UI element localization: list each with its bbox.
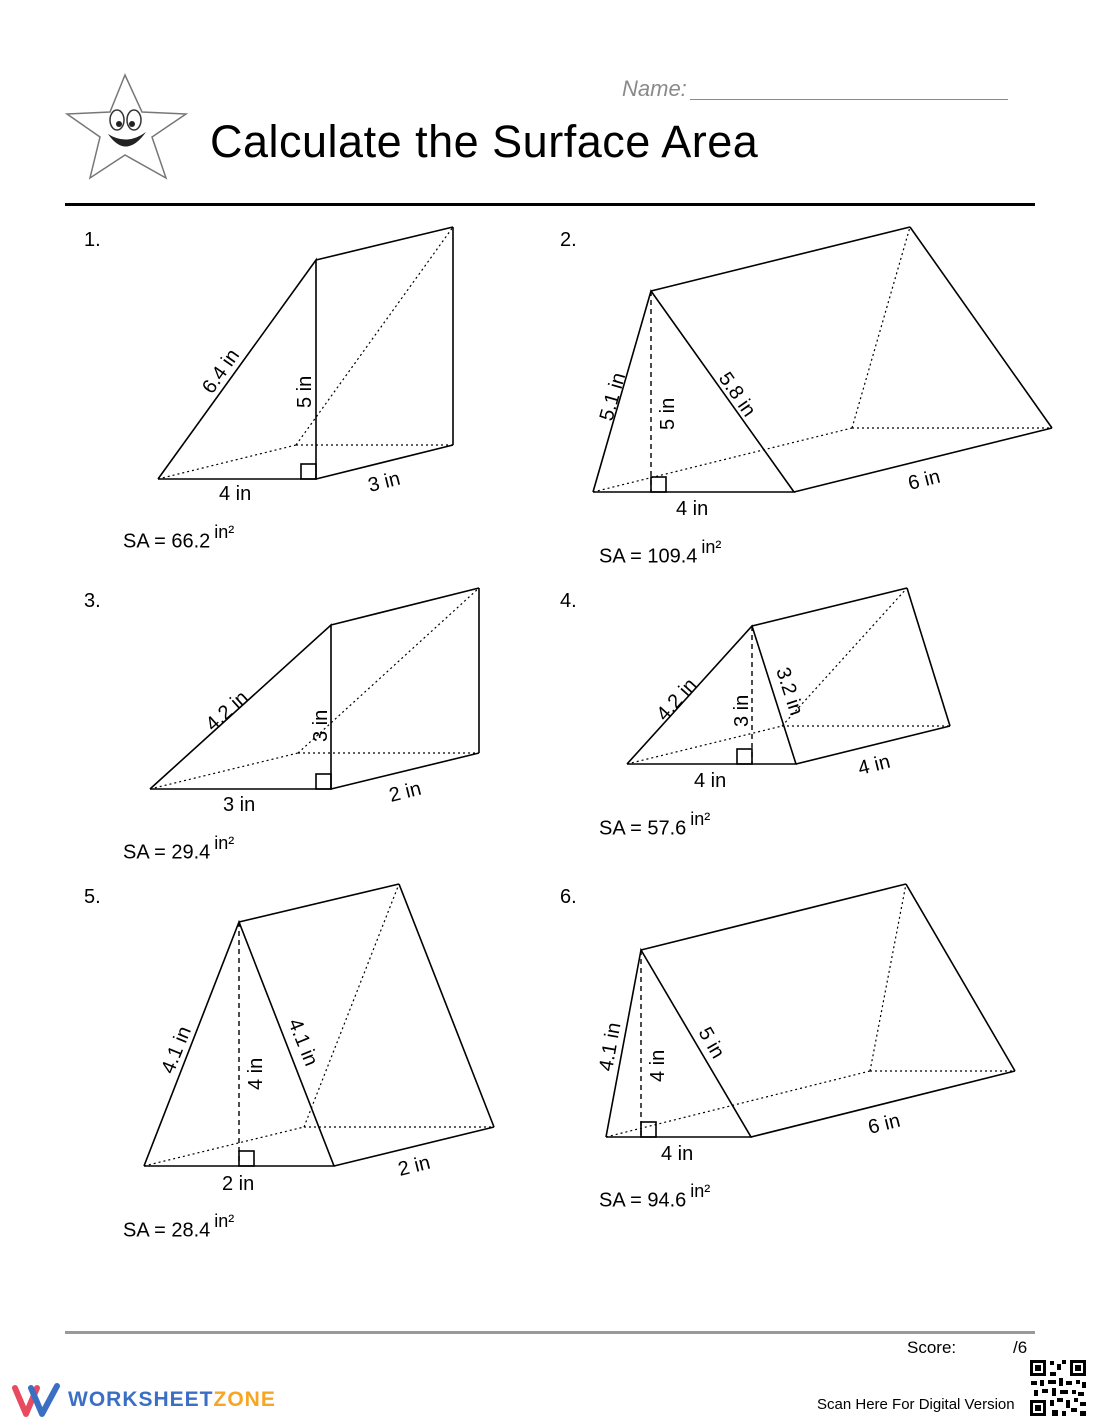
prism-3-base-label: 3 in — [223, 794, 256, 816]
prism-3-slant-label: 4.2 in — [201, 686, 253, 736]
prism-5-left-label: 4.1 in — [157, 1023, 196, 1077]
score-label: Score: — [907, 1338, 957, 1357]
problem-6-number: 6. — [560, 886, 577, 908]
prism-2-right-label: 5.8 in — [713, 368, 760, 421]
page-title: Calculate the Surface Area — [210, 116, 759, 167]
prism-4-length-label: 4 in — [855, 750, 893, 780]
problem-4-number: 4. — [560, 590, 577, 612]
prism-5-length-label: 2 in — [395, 1151, 433, 1181]
brand-part-1: WORKSHEET — [68, 1388, 214, 1411]
problem-5-number: 5. — [84, 886, 101, 908]
prism-5-base-label: 2 in — [222, 1173, 255, 1195]
prism-6-length-label: 6 in — [865, 1109, 903, 1139]
prism-5-height-label: 4 in — [245, 1057, 267, 1090]
problem-3-answer: SA = 29.4 $^{in^2}$ — [123, 833, 235, 864]
score-total: /6 — [1013, 1338, 1028, 1357]
prism-3-height-label: 3 in — [310, 709, 332, 742]
prism-4-left-label: 4.2 in — [652, 674, 702, 726]
prism-2-length-label: 6 in — [905, 465, 943, 495]
prism-6-right-label: 5 in — [693, 1023, 729, 1063]
prism-3-length-label: 2 in — [386, 777, 424, 807]
problem-1-number: 1. — [84, 229, 101, 251]
prism-1-base-label: 4 in — [219, 483, 252, 505]
prism-5-right-label: 4.1 in — [283, 1015, 323, 1070]
prism-6-base-label: 4 in — [661, 1143, 694, 1165]
scan-instructions: Scan Here For Digital Version — [817, 1396, 1015, 1413]
prism-2-left-label: 5.1 in — [595, 370, 631, 424]
problem-4-answer: SA = 57.6 $^{in^2}$ — [599, 809, 711, 840]
brand-part-2: ZONE — [213, 1388, 276, 1411]
prism-6-height-label: 4 in — [647, 1049, 669, 1082]
prism-1-length-label: 3 in — [365, 467, 403, 497]
problem-2-number: 2. — [560, 229, 577, 251]
problem-5-answer: SA = 28.4 $^{in^2}$ — [123, 1211, 235, 1242]
prism-4-height-label: 3 in — [731, 694, 753, 727]
problem-2-answer: SA = 109.4 $^{in^2}$ — [599, 537, 722, 568]
prism-4-base-label: 4 in — [694, 770, 727, 792]
prism-2-height-label: 5 in — [657, 397, 679, 430]
problem-6-answer: SA = 94.6 $^{in^2}$ — [599, 1181, 711, 1212]
problem-1-answer: SA = 66.2 $^{in^2}$ — [123, 522, 235, 553]
prism-1-height-label: 5 in — [294, 375, 316, 408]
prism-1-slant-label: 6.4 in — [198, 345, 245, 398]
prism-4-right-label: 3.2 in — [771, 664, 808, 719]
name-label: Name: — [622, 76, 687, 101]
problem-3-number: 3. — [84, 590, 101, 612]
prism-6-left-label: 4.1 in — [595, 1020, 626, 1073]
prism-2-base-label: 4 in — [676, 498, 709, 520]
